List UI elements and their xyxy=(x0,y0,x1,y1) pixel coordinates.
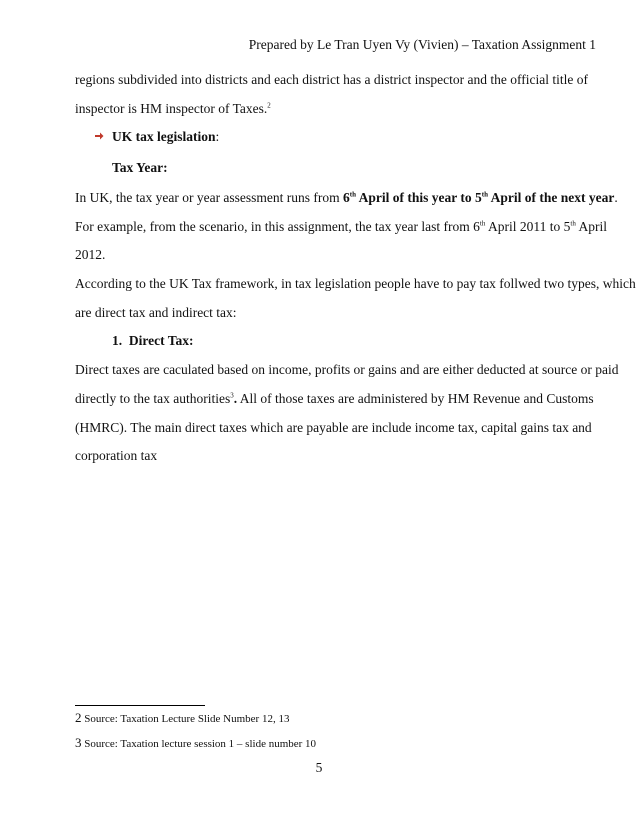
paragraph-line: According to the UK Tax framework, in tax legislation people have to pay tax follwed two types, which xyxy=(75,276,636,291)
paragraph-line: regions subdivided into districts and each district has a district inspector and the official title of xyxy=(75,72,588,87)
footnote: 2 Source: Taxation Lecture Slide Number 12, 13 xyxy=(75,710,290,725)
paragraph-line: corporation tax xyxy=(75,448,158,463)
paragraph-line: (HMRC). The main direct taxes which are payable are include income tax, capital gains tax and xyxy=(75,420,592,435)
bullet-heading: UK tax legislation: xyxy=(112,129,220,144)
page-header: Prepared by Le Tran Uyen Vy (Vivien) – Taxation Assignment 1 xyxy=(248,37,596,52)
paragraph-line: 2012. xyxy=(75,247,106,262)
paragraph-line: are direct tax and indirect tax: xyxy=(75,305,237,320)
footnote-separator xyxy=(75,705,205,706)
paragraph-line: Direct taxes are caculated based on income, profits or gains and are either deducted at source or paid xyxy=(75,362,619,377)
subheading-tax-year: Tax Year: xyxy=(112,160,168,175)
footnote: 3 Source: Taxation lecture session 1 – slide number 10 xyxy=(75,735,317,750)
section-heading-direct-tax: 1. Direct Tax: xyxy=(112,333,194,348)
page-number: 5 xyxy=(315,760,323,775)
arrow-bullet-icon xyxy=(94,131,104,141)
paragraph-line: For example, from the scenario, in this assignment, the tax year last from 6th April 2011 to 5th April xyxy=(75,219,607,234)
paragraph-line: directly to the tax authorities$^3$. All of those taxes are administered by HM Revenue and Customs xyxy=(75,391,594,406)
footnote-ref: 3 xyxy=(230,391,234,400)
paragraph-line: In UK, the tax year or year assessment runs from 6th April of this year to 5th April of the next year. xyxy=(75,190,618,205)
paragraph-line: inspector is HM inspector of Taxes.$^2$ xyxy=(75,101,271,116)
footnote-ref: 2 xyxy=(267,101,271,110)
